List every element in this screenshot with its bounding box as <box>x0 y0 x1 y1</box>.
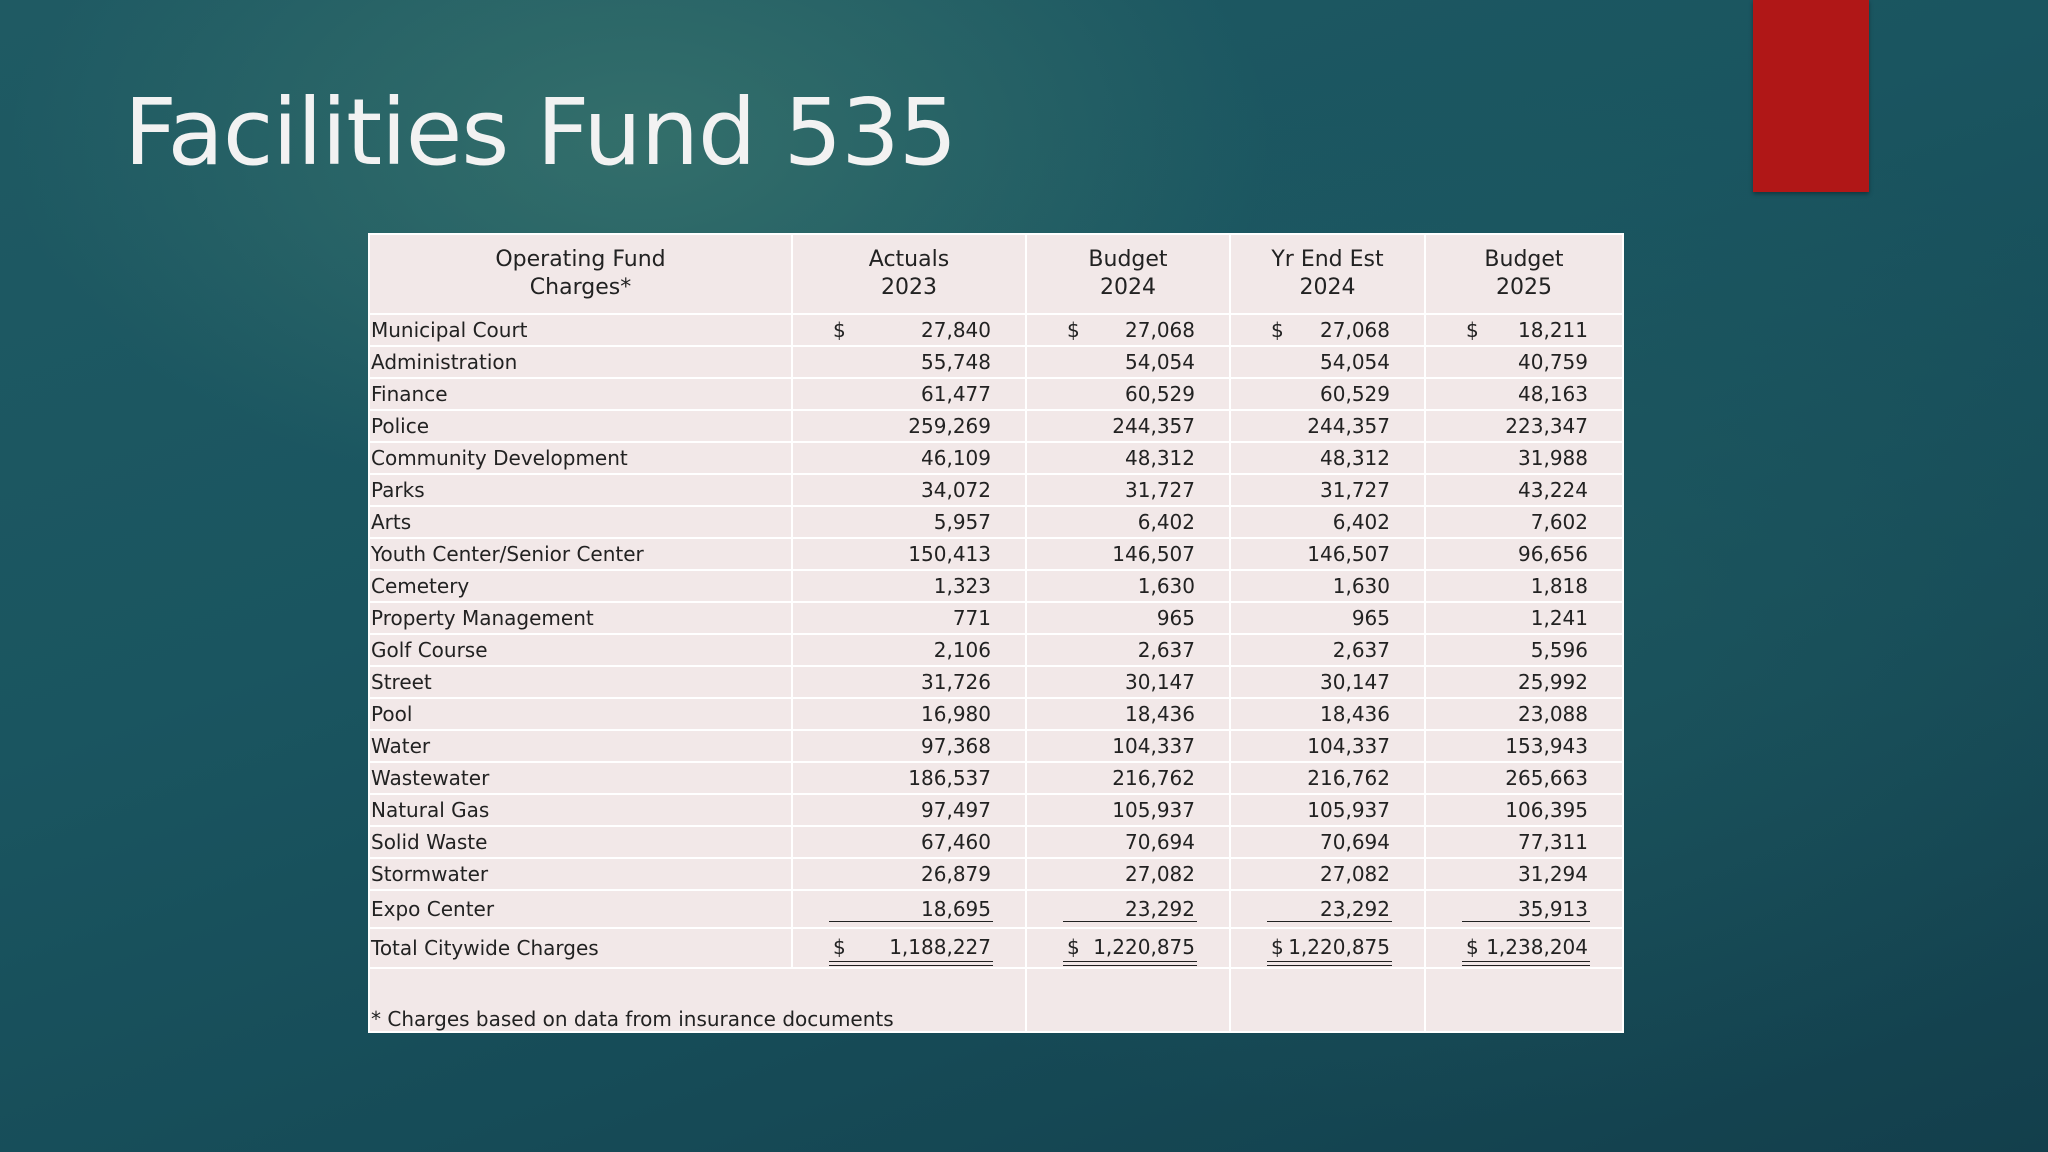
row-label: Golf Course <box>369 634 792 666</box>
cell-value: 1,238,204 <box>1486 935 1588 959</box>
value-cell-budget-2024 <box>1026 762 1230 794</box>
value-cell-budget-2024 <box>1026 538 1230 570</box>
table-row <box>369 794 1623 826</box>
slide-title: Facilities Fund 535 <box>124 79 957 186</box>
cell-value: 104,337 <box>1112 734 1195 758</box>
value-cell-budget-2024 <box>1026 698 1230 730</box>
table-row <box>369 634 1623 666</box>
row-label: Police <box>369 410 792 442</box>
single-underline <box>829 921 993 922</box>
value-cell-budget-2025 <box>1425 378 1623 410</box>
value-cell-yr-end-est-2024 <box>1230 346 1425 378</box>
cell-value: 60,529 <box>1320 382 1390 406</box>
cell-value: 1,323 <box>933 574 991 598</box>
row-label: Administration <box>369 346 792 378</box>
cell-value: 18,211 <box>1518 318 1588 342</box>
row-label: Cemetery <box>369 570 792 602</box>
value-cell-budget-2025 <box>1425 506 1623 538</box>
double-underline <box>1267 961 1392 966</box>
cell-value: 1,818 <box>1530 574 1588 598</box>
cell-value: 27,840 <box>921 318 991 342</box>
accent-bar <box>1753 0 1869 192</box>
cell-value: 40,759 <box>1518 350 1588 374</box>
value-cell-budget-2024 <box>1026 928 1230 968</box>
cell-value: 265,663 <box>1505 766 1588 790</box>
value-cell-budget-2025 <box>1425 928 1623 968</box>
cell-value: 23,088 <box>1518 702 1588 726</box>
row-label: Solid Waste <box>369 826 792 858</box>
value-cell-budget-2025 <box>1425 410 1623 442</box>
cell-value: 54,054 <box>1125 350 1195 374</box>
cell-value: 6,402 <box>1332 510 1390 534</box>
cell-value: 31,294 <box>1518 862 1588 886</box>
table-row <box>369 410 1623 442</box>
cell-value: 55,748 <box>921 350 991 374</box>
value-cell-budget-2024 <box>1026 890 1230 928</box>
value-cell-actuals-2023 <box>792 378 1026 410</box>
cell-value: 1,220,875 <box>1288 935 1390 959</box>
cell-value: 1,188,227 <box>889 935 991 959</box>
cell-value: 146,507 <box>1112 542 1195 566</box>
value-cell-budget-2024 <box>1026 378 1230 410</box>
value-cell-actuals-2023 <box>792 602 1026 634</box>
value-cell-budget-2025 <box>1425 442 1623 474</box>
cell-value: 104,337 <box>1307 734 1390 758</box>
table-row <box>369 506 1623 538</box>
value-cell-budget-2025 <box>1425 794 1623 826</box>
cell-value: 31,727 <box>1125 478 1195 502</box>
value-cell-actuals-2023 <box>792 890 1026 928</box>
single-underline <box>1267 921 1392 922</box>
value-cell-yr-end-est-2024 <box>1230 890 1425 928</box>
cell-value: 105,937 <box>1112 798 1195 822</box>
cell-value: 5,596 <box>1530 638 1588 662</box>
cell-value: 771 <box>952 606 991 630</box>
value-cell-yr-end-est-2024 <box>1230 666 1425 698</box>
cell-value: 61,477 <box>921 382 991 406</box>
value-cell-yr-end-est-2024 <box>1230 570 1425 602</box>
value-cell-budget-2025 <box>1425 346 1623 378</box>
empty-cell <box>1230 968 1425 1032</box>
footnote-row <box>369 968 1623 1032</box>
value-cell-budget-2025 <box>1425 474 1623 506</box>
row-label: Natural Gas <box>369 794 792 826</box>
value-cell-yr-end-est-2024 <box>1230 826 1425 858</box>
value-cell-budget-2025 <box>1425 890 1623 928</box>
value-cell-budget-2024 <box>1026 666 1230 698</box>
single-underline <box>1063 921 1197 922</box>
value-cell-budget-2024 <box>1026 826 1230 858</box>
value-cell-actuals-2023 <box>792 474 1026 506</box>
empty-cell <box>1026 968 1230 1032</box>
value-cell-budget-2025 <box>1425 826 1623 858</box>
value-cell-yr-end-est-2024 <box>1230 602 1425 634</box>
value-cell-budget-2024 <box>1026 730 1230 762</box>
cell-value: 25,992 <box>1518 670 1588 694</box>
table-row <box>369 442 1623 474</box>
currency-symbol: $ <box>833 318 846 342</box>
cell-value: 244,357 <box>1307 414 1390 438</box>
cell-value: 48,163 <box>1518 382 1588 406</box>
row-label: Finance <box>369 378 792 410</box>
cell-value: 60,529 <box>1125 382 1195 406</box>
value-cell-budget-2025 <box>1425 698 1623 730</box>
row-label: Youth Center/Senior Center <box>369 538 792 570</box>
row-label: Municipal Court <box>369 314 792 346</box>
value-cell-actuals-2023 <box>792 506 1026 538</box>
value-cell-actuals-2023 <box>792 314 1026 346</box>
cell-value: 244,357 <box>1112 414 1195 438</box>
table-row <box>369 570 1623 602</box>
cell-value: 2,637 <box>1332 638 1390 662</box>
value-cell-actuals-2023 <box>792 794 1026 826</box>
value-cell-yr-end-est-2024 <box>1230 794 1425 826</box>
row-label: Expo Center <box>369 890 792 928</box>
cell-value: 48,312 <box>1320 446 1390 470</box>
double-underline <box>1462 961 1590 966</box>
cell-value: 16,980 <box>921 702 991 726</box>
cell-value: 30,147 <box>1125 670 1195 694</box>
header-budget-2025: Budget 2025 <box>1425 234 1623 314</box>
value-cell-budget-2024 <box>1026 346 1230 378</box>
cell-value: 43,224 <box>1518 478 1588 502</box>
empty-cell <box>1425 968 1623 1032</box>
table-body <box>369 314 1623 1032</box>
cell-value: 18,436 <box>1125 702 1195 726</box>
value-cell-budget-2025 <box>1425 858 1623 890</box>
cell-value: 105,937 <box>1307 798 1390 822</box>
cell-value: 1,630 <box>1137 574 1195 598</box>
value-cell-actuals-2023 <box>792 570 1026 602</box>
cell-value: 54,054 <box>1320 350 1390 374</box>
cell-value: 18,436 <box>1320 702 1390 726</box>
value-cell-budget-2024 <box>1026 570 1230 602</box>
cell-value: 96,656 <box>1518 542 1588 566</box>
cell-value: 30,147 <box>1320 670 1390 694</box>
row-label: Water <box>369 730 792 762</box>
value-cell-budget-2024 <box>1026 794 1230 826</box>
cell-value: 27,082 <box>1125 862 1195 886</box>
cell-value: 7,602 <box>1530 510 1588 534</box>
cell-value: 216,762 <box>1112 766 1195 790</box>
value-cell-budget-2024 <box>1026 474 1230 506</box>
cell-value: 1,241 <box>1530 606 1588 630</box>
total-row <box>369 928 1623 968</box>
cell-value: 23,292 <box>1125 897 1195 921</box>
value-cell-actuals-2023 <box>792 730 1026 762</box>
row-label: Property Management <box>369 602 792 634</box>
cell-value: 70,694 <box>1125 830 1195 854</box>
charges-table <box>368 233 1624 1033</box>
table-row <box>369 698 1623 730</box>
cell-value: 46,109 <box>921 446 991 470</box>
cell-value: 31,727 <box>1320 478 1390 502</box>
value-cell-yr-end-est-2024 <box>1230 442 1425 474</box>
value-cell-budget-2025 <box>1425 730 1623 762</box>
cell-value: 223,347 <box>1505 414 1588 438</box>
value-cell-budget-2025 <box>1425 570 1623 602</box>
row-label: Community Development <box>369 442 792 474</box>
value-cell-actuals-2023 <box>792 442 1026 474</box>
currency-symbol: $ <box>1067 318 1080 342</box>
header-budget-2024: Budget 2024 <box>1026 234 1230 314</box>
cell-value: 259,269 <box>908 414 991 438</box>
single-underline <box>1462 921 1590 922</box>
cell-value: 2,106 <box>933 638 991 662</box>
row-label: Street <box>369 666 792 698</box>
row-label: Total Citywide Charges <box>369 928 792 968</box>
value-cell-yr-end-est-2024 <box>1230 314 1425 346</box>
row-label: Pool <box>369 698 792 730</box>
row-label: Wastewater <box>369 762 792 794</box>
value-cell-yr-end-est-2024 <box>1230 730 1425 762</box>
value-cell-budget-2024 <box>1026 506 1230 538</box>
value-cell-budget-2024 <box>1026 410 1230 442</box>
value-cell-yr-end-est-2024 <box>1230 762 1425 794</box>
cell-value: 70,694 <box>1320 830 1390 854</box>
table-row <box>369 858 1623 890</box>
cell-value: 31,726 <box>921 670 991 694</box>
cell-value: 146,507 <box>1307 542 1390 566</box>
value-cell-yr-end-est-2024 <box>1230 378 1425 410</box>
cell-value: 965 <box>1156 606 1195 630</box>
row-label: Arts <box>369 506 792 538</box>
table-header-row <box>369 234 1623 314</box>
cell-value: 27,082 <box>1320 862 1390 886</box>
value-cell-actuals-2023 <box>792 666 1026 698</box>
value-cell-actuals-2023 <box>792 858 1026 890</box>
value-cell-budget-2025 <box>1425 602 1623 634</box>
cell-value: 27,068 <box>1125 318 1195 342</box>
currency-symbol: $ <box>1466 935 1479 959</box>
footnote: * Charges based on data from insurance documents <box>371 1007 894 1031</box>
value-cell-budget-2024 <box>1026 314 1230 346</box>
cell-value: 150,413 <box>908 542 991 566</box>
charges-table-container <box>368 233 1622 1033</box>
cell-value: 26,879 <box>921 862 991 886</box>
cell-value: 97,368 <box>921 734 991 758</box>
value-cell-yr-end-est-2024 <box>1230 634 1425 666</box>
cell-value: 97,497 <box>921 798 991 822</box>
value-cell-actuals-2023 <box>792 826 1026 858</box>
value-cell-budget-2025 <box>1425 762 1623 794</box>
value-cell-actuals-2023 <box>792 538 1026 570</box>
value-cell-yr-end-est-2024 <box>1230 506 1425 538</box>
header-fund-charges: Operating Fund Charges* <box>369 234 792 314</box>
value-cell-yr-end-est-2024 <box>1230 538 1425 570</box>
cell-value: 35,913 <box>1518 897 1588 921</box>
value-cell-yr-end-est-2024 <box>1230 698 1425 730</box>
value-cell-budget-2025 <box>1425 666 1623 698</box>
cell-value: 6,402 <box>1137 510 1195 534</box>
row-label: Stormwater <box>369 858 792 890</box>
value-cell-actuals-2023 <box>792 698 1026 730</box>
value-cell-yr-end-est-2024 <box>1230 928 1425 968</box>
cell-value: 27,068 <box>1320 318 1390 342</box>
double-underline <box>1063 961 1197 966</box>
table-row <box>369 890 1623 928</box>
cell-value: 34,072 <box>921 478 991 502</box>
currency-symbol: $ <box>833 935 846 959</box>
value-cell-yr-end-est-2024 <box>1230 474 1425 506</box>
value-cell-actuals-2023 <box>792 634 1026 666</box>
value-cell-actuals-2023 <box>792 410 1026 442</box>
value-cell-budget-2025 <box>1425 538 1623 570</box>
currency-symbol: $ <box>1067 935 1080 959</box>
double-underline <box>829 961 993 966</box>
footnote-cell <box>369 968 1026 1032</box>
value-cell-actuals-2023 <box>792 928 1026 968</box>
value-cell-budget-2025 <box>1425 314 1623 346</box>
row-label: Parks <box>369 474 792 506</box>
cell-value: 77,311 <box>1518 830 1588 854</box>
cell-value: 1,630 <box>1332 574 1390 598</box>
value-cell-yr-end-est-2024 <box>1230 858 1425 890</box>
value-cell-actuals-2023 <box>792 762 1026 794</box>
cell-value: 1,220,875 <box>1093 935 1195 959</box>
table-row <box>369 346 1623 378</box>
table-row <box>369 314 1623 346</box>
value-cell-budget-2024 <box>1026 634 1230 666</box>
cell-value: 23,292 <box>1320 897 1390 921</box>
table-row <box>369 602 1623 634</box>
header-yr-end-est-2024: Yr End Est 2024 <box>1230 234 1425 314</box>
cell-value: 5,957 <box>933 510 991 534</box>
cell-value: 31,988 <box>1518 446 1588 470</box>
table-row <box>369 474 1623 506</box>
value-cell-yr-end-est-2024 <box>1230 410 1425 442</box>
value-cell-budget-2025 <box>1425 634 1623 666</box>
table-row <box>369 762 1623 794</box>
cell-value: 67,460 <box>921 830 991 854</box>
value-cell-actuals-2023 <box>792 346 1026 378</box>
header-actuals-2023: Actuals 2023 <box>792 234 1026 314</box>
cell-value: 106,395 <box>1505 798 1588 822</box>
table-row <box>369 730 1623 762</box>
cell-value: 48,312 <box>1125 446 1195 470</box>
cell-value: 18,695 <box>921 897 991 921</box>
cell-value: 216,762 <box>1307 766 1390 790</box>
value-cell-budget-2024 <box>1026 602 1230 634</box>
table-row <box>369 538 1623 570</box>
value-cell-budget-2024 <box>1026 442 1230 474</box>
table-row <box>369 826 1623 858</box>
table-row <box>369 378 1623 410</box>
currency-symbol: $ <box>1466 318 1479 342</box>
cell-value: 186,537 <box>908 766 991 790</box>
currency-symbol: $ <box>1271 935 1284 959</box>
currency-symbol: $ <box>1271 318 1284 342</box>
cell-value: 965 <box>1351 606 1390 630</box>
cell-value: 153,943 <box>1505 734 1588 758</box>
cell-value: 2,637 <box>1137 638 1195 662</box>
table-row <box>369 666 1623 698</box>
value-cell-budget-2024 <box>1026 858 1230 890</box>
